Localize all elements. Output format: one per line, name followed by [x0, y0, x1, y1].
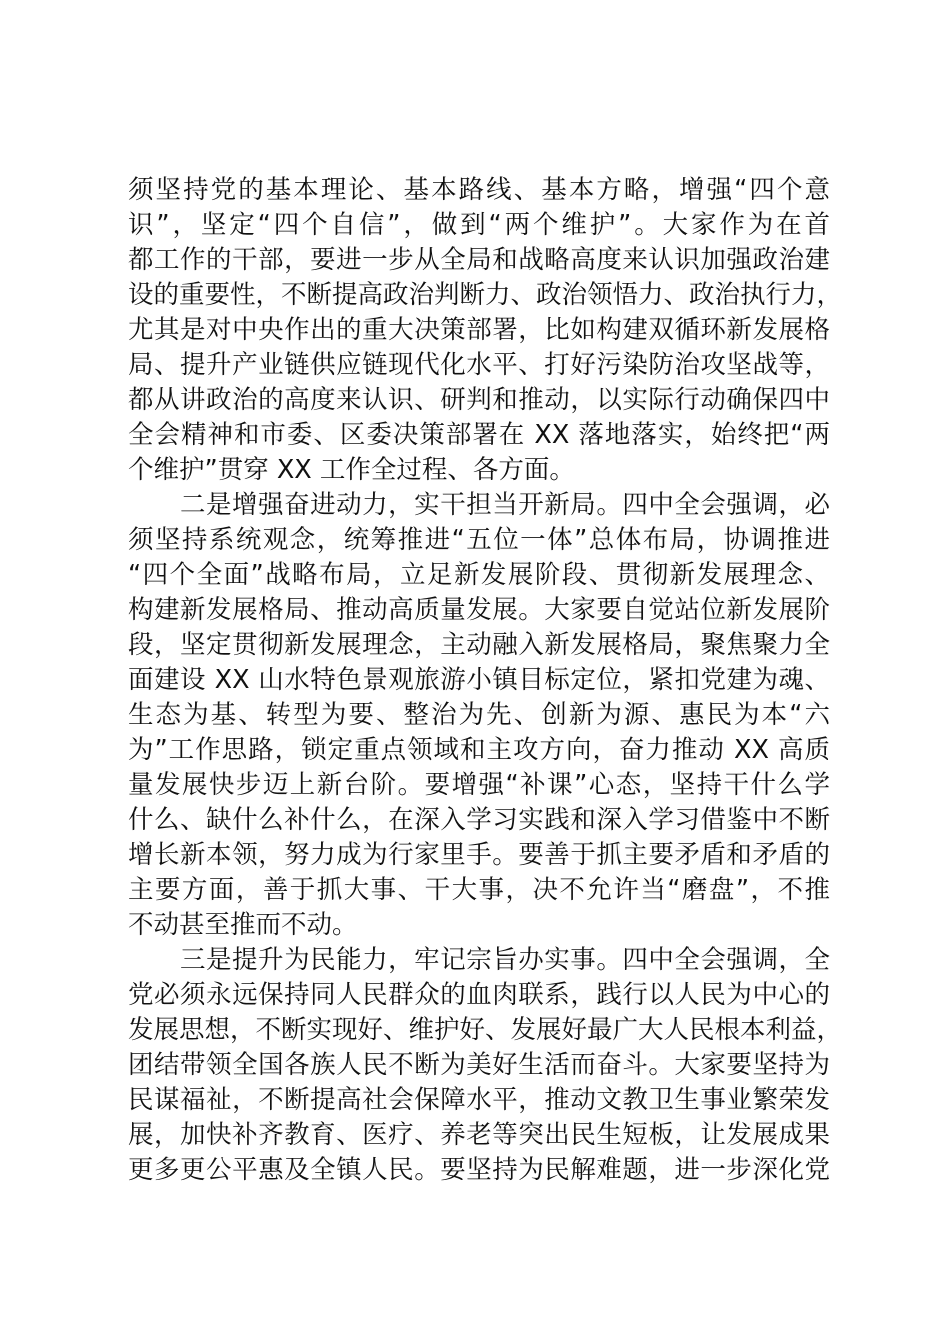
text-line: 个维护”贯穿 XX 工作全过程、各方面。	[128, 455, 575, 485]
text-line: 民谋福祉，不断提高社会保障水平，推动文教卫生事业繁荣发	[128, 1085, 830, 1115]
text-line: 党必须永远保持同人民群众的血肉联系，践行以人民为中心的	[128, 980, 830, 1010]
text-line: 都工作的干部，要进一步从全局和战略高度来认识加强政治建	[128, 245, 830, 275]
text-line: 展，加快补齐教育、医疗、养老等突出民生短板，让发展成果	[128, 1120, 830, 1150]
text-line: 段，坚定贯彻新发展理念，主动融入新发展格局，聚焦聚力全	[128, 630, 830, 660]
text-line: 须坚持党的基本理论、基本路线、基本方略，增强“四个意	[128, 175, 830, 205]
text-line: 设的重要性，不断提高政治判断力、政治领悟力、政治执行力，	[128, 280, 843, 310]
text-line: 更多更公平惠及全镇人民。要坚持为民解难题，进一步深化党	[128, 1155, 830, 1185]
text-line: 什么、缺什么补什么，在深入学习实践和深入学习借鉴中不断	[128, 805, 830, 835]
paragraph-heading-line: 三是提升为民能力，牢记宗旨办实事。四中全会强调，全	[180, 945, 830, 975]
text-line: 识”，坚定“四个自信”，做到“两个维护”。大家作为在首	[128, 210, 830, 240]
text-line: 面建设 XX 山水特色景观旅游小镇目标定位，紧扣党建为魂、	[128, 665, 830, 695]
text-line: 都从讲政治的高度来认识、研判和推动，以实际行动确保四中	[128, 385, 830, 415]
text-line: 局、提升产业链供应链现代化水平、打好污染防治攻坚战等，	[128, 350, 830, 380]
text-line: 不动甚至推而不动。	[128, 910, 358, 940]
text-line: 须坚持系统观念，统筹推进“五位一体”总体布局，协调推进	[128, 525, 830, 555]
text-line: 主要方面，善于抓大事、干大事，决不允许当“磨盘”，不推	[128, 875, 830, 905]
text-line: 发展思想，不断实现好、维护好、发展好最广大人民根本利益，	[128, 1015, 843, 1045]
text-line: 尤其是对中央作出的重大决策部署，比如构建双循环新发展格	[128, 315, 830, 345]
text-line: 构建新发展格局、推动高质量发展。大家要自觉站位新发展阶	[128, 595, 830, 625]
text-line: 团结带领全国各族人民不断为美好生活而奋斗。大家要坚持为	[128, 1050, 830, 1080]
text-line: 为”工作思路，锁定重点领域和主攻方向，奋力推动 XX 高质	[128, 735, 830, 765]
text-line: 量发展快步迈上新台阶。要增强“补课”心态，坚持干什么学	[128, 770, 830, 800]
text-line: 增长新本领，努力成为行家里手。要善于抓主要矛盾和矛盾的	[128, 840, 830, 870]
text-line: 全会精神和市委、区委决策部署在 XX 落地落实，始终把“两	[128, 420, 830, 450]
paragraph-heading-line: 二是增强奋进动力，实干担当开新局。四中全会强调，必	[180, 490, 830, 520]
text-line: “四个全面”战略布局，立足新发展阶段、贯彻新发展理念、	[128, 560, 830, 590]
text-line: 生态为基、转型为要、整治为先、创新为源、惠民为本“六	[128, 700, 830, 730]
